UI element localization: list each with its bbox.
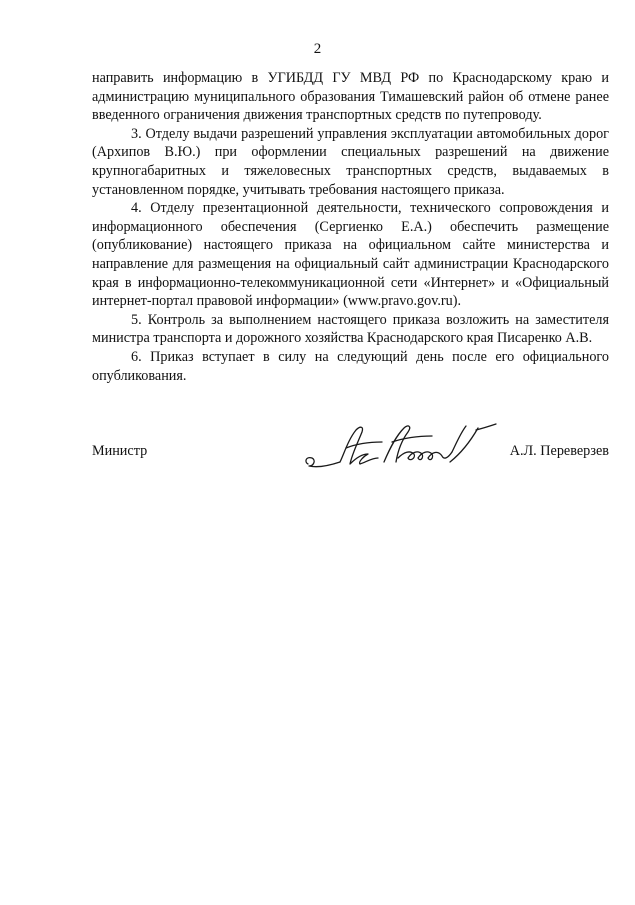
paragraph-item-3: 3. Отделу выдачи разрешений управления эксплуатации автомобильных дорог (Архипов В.Ю.) при оформлении специальных разрешений на движение крупногабаритных и тяжеловесных транспортных средств, выдаваемых в установленном порядке, учитывать требования настоящего приказа. (92, 125, 609, 198)
paragraph-item-6: 6. Приказ вступает в силу на следующий день после его официального опубликования. (92, 348, 609, 384)
page-number: 2 (313, 41, 322, 57)
paragraph-item-4: 4. Отделу презентационной деятельности, технического сопровождения и информационного обеспечения (Сергиенко Е.А.) обеспечить размещение (опубликование) настоящего приказа на официальном сайте министерства и направление для размещения на официальный сайт администрации Краснодарского края в информационно-телекоммуникационной сети «Интернет» и «Официальный интернет-портал правовой информации» (www.pravo.gov.ru). (92, 200, 609, 310)
paragraph-item-5: 5. Контроль за выполнением настоящего приказа возложить на заместителя министра транспорта и дорожного хозяйства Краснодарского края Писаренко А.В. (92, 311, 609, 347)
signatory-title: Министр (92, 443, 148, 459)
signatory-name: А.Л. Переверзев (509, 443, 609, 459)
document-body (92, 69, 609, 385)
handwritten-signature (300, 418, 500, 482)
paragraph-continuation: направить информацию в УГИБДД ГУ МВД РФ по Краснодарскому краю и администрацию муниципального образования Тимашевский район об отмене ранее введенного ограничения движения транспортных средств по путепроводу. (92, 70, 609, 124)
